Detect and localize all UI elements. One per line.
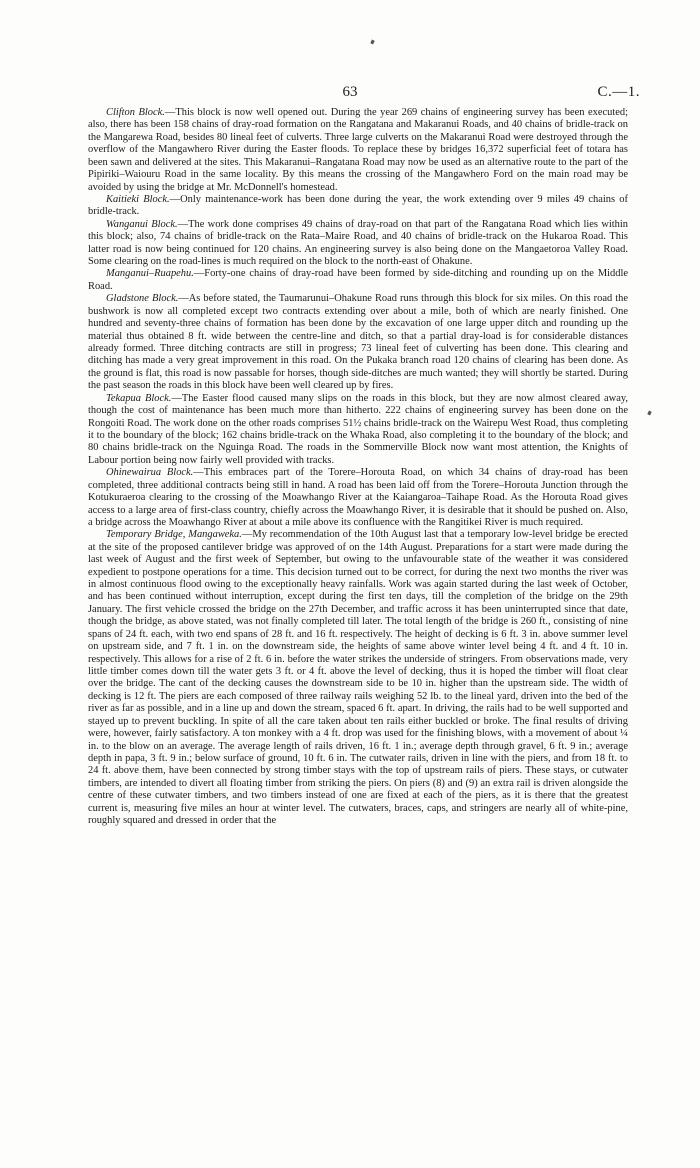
- paragraph-tekapua-block: [88, 393, 628, 468]
- paragraph-gladstone-block: [88, 293, 628, 392]
- paragraph-heading: Ohinewairua Block.: [106, 467, 194, 479]
- paragraph-text: —The work done comprises 49 chains of dray-road on that part of the Rangatana Road which lies within this block; also, 74 chains of bridle-track on the Rata–Maire Road, and 40 chains of bridle-track on the Hukaroa Road. This latter road is now being continued for 120 chains. An engineering survey is also being done on the Mangaetoroa Valley Road. Some clearing on the road-lines is much required on the block to the north-east of Ohakune.: [88, 218, 628, 268]
- paragraph-heading: Clifton Block.: [106, 107, 165, 118]
- paragraph-text: —The Easter flood caused many slips on the roads in this block, but they are now almost cleared away, though the cost of maintenance has been much more than hitherto. 222 chains of engineering survey has been done on the Rongoiti Road. The work done on the other roads comprises 51½ chains bridle-track on the Wairepu West Road, thus completing it to the boundary of the block; 162 chains bridle-track on the Whaka Road, also completing it to the boundary of the block; and 80 chains bridle-track on the Nguinga Road. The roads in the Sommerville Block now want most attention, the Knights of Labour portion being now fairly well provided with tracks.: [88, 392, 629, 466]
- paragraph-text: —This embraces part of the Torere–Horouta Road, on which 34 chains of dray-road has been completed, three additional contracts being still in hand. A road has been laid off from the Torere–Horouta Junction through the Kotukuraeroa clearing to the crossing of the Moawhango River at the Kaiangaroa–Taihape Road. As the Horouta Road gives access to a large area of first-class country, chiefly across the Moawhango River, it is desirable that it should be pushed on. Also, a bridge across the Moawhango River at about a mile above its confluence with the Rangitikei River is much required.: [88, 467, 628, 528]
- scan-speck: [370, 40, 374, 45]
- paragraph-heading: Tekapua Block.: [106, 392, 172, 404]
- paragraph-heading: Kaitieki Block.: [106, 193, 170, 205]
- paragraph-ohinewairua-block: [88, 467, 628, 529]
- paragraph-manganui-ruapehu: [88, 268, 628, 293]
- paragraph-text: —This block is now well opened out. During the year 269 chains of engineering survey has been executed; also, there has been 158 chains of dray-road formation on the Rangatana and Makaranui Roads, and 40 chains of bridle-track on the Mangarewa Road, besides 80 lineal feet of culverts. Three large culverts on the Makaranui Road were destroyed through the overflow of the Mangawhero River during the Easter floods. To replace these by bridges 16,372 superficial feet of totara has been sawn and delivered at the sites. This Makaranui–Rangatana Road may now be used as an alternative route to the part of the Pipiriki–Waiouru Road in the same locality. By this means the crossing of the Mangawhero Ford on the main road may be avoided by using the bridge at Mr. McDonnell's homestead.: [88, 107, 629, 193]
- paragraph-clifton-block: [88, 107, 628, 194]
- paragraph-text: —As before stated, the Taumarunui–Ohakune Road runs through this block for six miles. On this road the bushwork is now all completed except two contracts extending over about a mile, both of which are nearly finished. One hundred and seventy-three chains of formation has been done by the excavation of one large upper ditch and rounding up the material thus obtained 8 ft. wide between the centre-line and ditch, so that a partial dray-load is for considerable distances already formed. Three ditching contracts are still in progress; 73 lineal feet of culverting has been done. This clearing and ditching has made a very great improvement in this road. On the Pukaka branch road 120 chains of clearing has been done. As the ground is flat, this road is now passable for horses, though side-ditches are much wanted; they will shortly be started. During the past season the roads in this block have been well cleared up by fires.: [88, 293, 628, 392]
- page-number: 63: [342, 84, 358, 100]
- document-reference: C.—1.: [597, 84, 640, 100]
- paragraph-heading: Temporary Bridge, Mangaweka.: [106, 529, 242, 541]
- paragraph-heading: Manganui–Ruapehu.: [106, 268, 194, 280]
- paragraph-text: —My recommendation of the 10th August last that a temporary low-level bridge be erected at the site of the proposed cantilever bridge was approved of on the 14th August. Preparations for a start were made during the last week of August and the first week of September, but owing to the unfavourable state of the weather it was considered expedient to postpone operations for a time. This decision turned out to be correct, for during the next two months the river was in almost continuous flood owing to the exceptionally heavy rainfalls. Work was again started during the last week of October, and has been continued without interruption, except during the first ten days, till the completion of the bridge on the 29th January. The first vehicle crossed the bridge on the 27th December, and traffic across it has been uninterrupted since that date, though the bridge, as above stated, was not finally completed till later. The total length of the bridge is 260 ft., consisting of nine spans of 24 ft. each, with two end spans of 28 ft. and 16 ft. respectively. The height of decking is 6 ft. 3 in. above summer level on upstream side, and 7 ft. 1 in. on the downstream side, the heights of same above winter level being 4 ft. and 4 ft. 10 in. respectively. This allows for a rise of 2 ft. 6 in. before the water strikes the underside of stringers. From observations made, very little timber comes down till the water gets 3 ft. or 4 ft. above the level of decking, thus it is hoped the timber will float clear over the bridge. The cant of the decking causes the downstream side to be 10 in. higher than the upstream side. The width of decking is 12 ft. The piers are each composed of three railway rails weighing 52 lb. to the lineal yard, driven into the bed of the river as far as possible, and in a line up and down the stream, spaced 6 ft. apart. In driving, the rails had to be well supported and stayed up to prevent buckling. In spite of all the care taken about ten rails either buckled or broke. The final results of driving were, however, fairly satisfactory. A ton monkey with a 4 ft. drop was used for the finishing blows, with a movement of about ¼ in. to the blow on an average. The average length of rails driven, 16 ft. 1 in.; average depth through gravel, 6 ft. 9 in.; average depth in papa, 3 ft. 9 in.; below surface of ground, 10 ft. 6 in. The cutwater rails, driven in line with the piers, and from 18 ft. to 24 ft. above them, have been connected by strong timber stays with the top of upstream rails of piers. These stays, or cutwater timbers, are intended to divert all floating timber from striking the piers. On piers (8) and (9) an extra rail is driven alongside the centre of these cutwater timbers, and two timbers instead of one are fixed at each of the piers, as it is there that the greatest current is, measuring five miles an hour at winter level. The cutwaters, braces, caps, and stringers are nearly all of white-pine, roughly squared and dressed in order that the: [88, 529, 628, 827]
- paragraph-heading: Gladstone Block.: [106, 293, 179, 305]
- paragraph-text: —Only maintenance-work has been done during the year, the work extending over 9 miles 49 chains of bridle-track.: [88, 193, 628, 218]
- paragraph-heading: Wanganui Block.: [106, 218, 178, 230]
- paragraph-text: —Forty-one chains of dray-road have been formed by side-ditching and rounding up on the Middle Road.: [88, 268, 628, 292]
- paragraph-temporary-bridge-mangaweka: [88, 529, 628, 827]
- paragraph-wanganui-block: [88, 219, 628, 269]
- scan-speck: [647, 411, 651, 416]
- paragraph-kaitieki-block: [88, 194, 628, 219]
- report-body: [88, 107, 628, 827]
